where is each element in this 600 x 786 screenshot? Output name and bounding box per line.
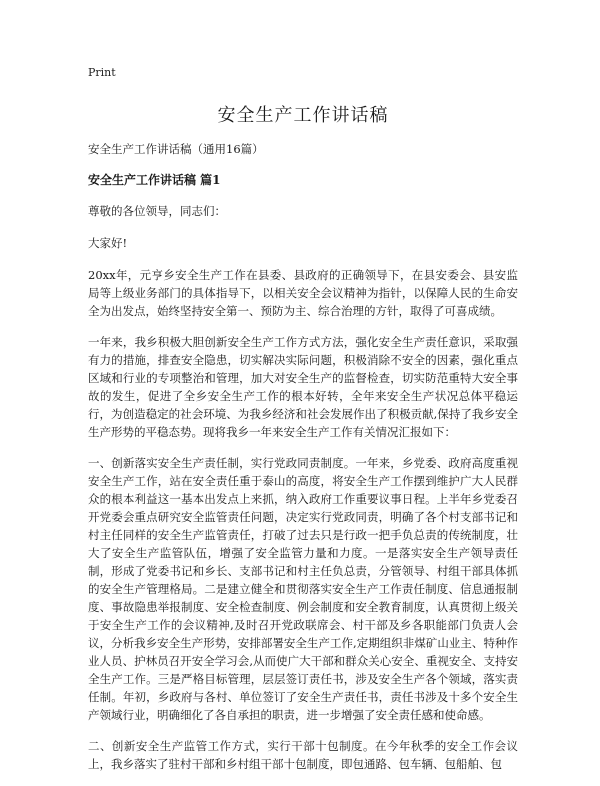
print-label[interactable]: Print (88, 66, 116, 79)
document-title: 安全生产工作讲话稿 (217, 105, 389, 126)
document-subtitle: 安全生产工作讲话稿（通用16篇） (88, 142, 264, 156)
salutation-paragraph: 大家好! (88, 236, 128, 250)
body-paragraph-1: 20xx年，元亨乡安全生产工作在县委、县政府的正确领导下，在县安委会、县安监局等上级业务部门的具体指导下，以相关安全会议精神为指针，以保障人民的生命安全为出发点，始终坚持安全第一、预防为主、综合治理的方针，取得了可喜成绩。 (88, 268, 518, 318)
greeting-paragraph: 尊敬的各位领导，同志们： (88, 204, 226, 218)
body-paragraph-2: 一年来，我乡积极大胆创新安全生产工作方式方法，强化安全生产责任意识，采取强有力的措施，排查安全隐患，切实解决实际问题，积极消除不安全的因素，强化重点区域和行业的专项整治和管理，加大对安全生产的监督检查，切实防范重特大安全事故的发生，促进了全乡安全生产工作的根本好转，全年来安全生产状况总体平稳运行，为创造稳定的社会环境、为我乡经济和社会发展作出了积极贡献,保持了我乡安全生产形势的平稳态势。现将我乡一年来安全生产工作有关情况汇报如下： (88, 335, 518, 439)
section-heading: 安全生产工作讲话稿 篇1 (88, 173, 221, 187)
body-paragraph-3: 一、创新落实安全生产责任制，实行党政同责制度。一年来，乡党委、政府高度重视安全生产工作，站在安全责任重于泰山的高度，将安全生产工作摆到维护广大人民群众的根本利益这一基本出发点上来抓，纳入政府工作重要议事日程。上半年乡党委召开党委会重点研究安全监管责任问题，决定实行党政同责，明确了各个村支部书记和村主任同样的安全生产监管责任，打破了过去只是行政一把手负总责的传统制度，壮大了安全生产监管队伍，增强了安全监管力量和力度。一是落实安全生产领导责任制，形成了党委书记和乡长、支部书记和村主任负总责，分管领导、村组干部具体抓的安全生产管理格局。二是建立健全和贯彻落实安全生产工作责任制度、信息通报制度、事故隐患举报制度、安全检查制度、例会制度和安全教育制度，认真贯彻上级关于安全生产工作的会议精神,及时召开党政联席会、村干部及乡各职能部门负责人会议，分析我乡安全生产形势，安排部署安全生产工作,定期组织非煤矿山业主、特种作业人员、护林员召开安全学习会,从而使广大干部和群众关心安全、重视安全、支持安全生产工作。三是严格目标管理，层层签订责任书，涉及安全生产各个领域，落实责任制。年初，乡政府与各村、单位签订了安全生产责任书，责任书涉及十多个安全生产领域行业，明确细化了各自承担的职责，进一步增强了安全责任感和使命感。 (88, 456, 518, 722)
document-page (88, 66, 518, 786)
body-paragraph-4: 二、创新安全生产监管工作方式，实行干部十包制度。在今年秋季的安全工作会议上，我乡落实了驻村干部和乡村组干部十包制度，即包通路、包车辆、包船舶、包 (88, 739, 518, 771)
